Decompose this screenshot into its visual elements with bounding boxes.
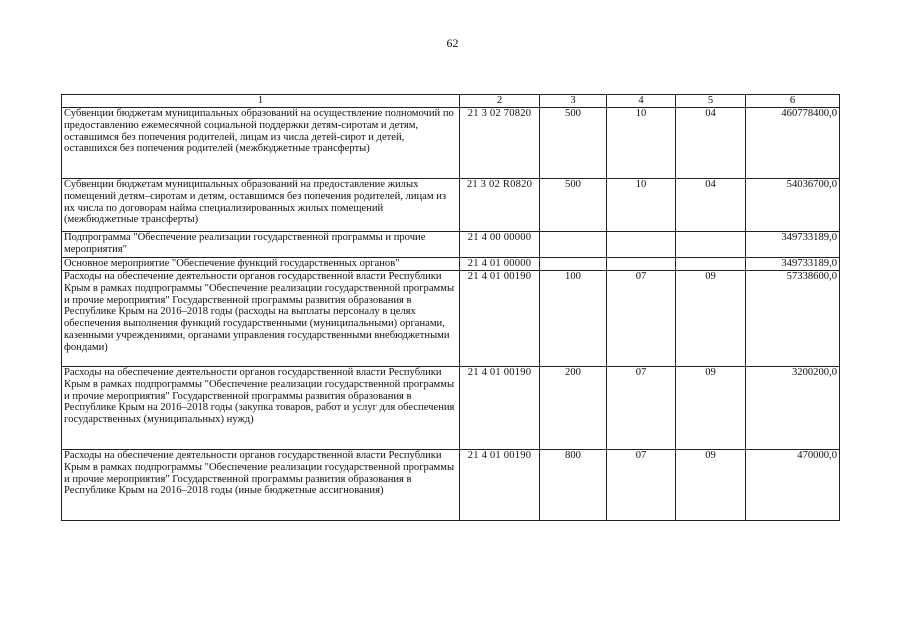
row-name: Расходы на обеспечение деятельности органов государственной власти Республики Крым в рамках подпрограммы "Обеспечение реализации государственной программы и прочие мероприятия" Государственной программы развития образования в Республике Крым на 2016–2018 годы (закупка товаров, работ и услуг для обеспечения государственных (муниципальных) нужд) bbox=[62, 367, 460, 450]
column-header-2: 2 bbox=[460, 95, 540, 108]
row-name: Основное мероприятие "Обеспечение функций государственных органов" bbox=[62, 258, 460, 271]
budget-table bbox=[61, 94, 840, 521]
row-target-code: 21 3 02 R0820 bbox=[460, 179, 540, 232]
row-amount: 54036700,0 bbox=[746, 179, 840, 232]
row-expense-type: 500 bbox=[540, 108, 607, 179]
row-section: 10 bbox=[607, 179, 676, 232]
row-name: Подпрограмма "Обеспечение реализации государственной программы и прочие мероприятия" bbox=[62, 232, 460, 258]
row-amount: 349733189,0 bbox=[746, 258, 840, 271]
column-header-6: 6 bbox=[746, 95, 840, 108]
row-target-code: 21 3 02 70820 bbox=[460, 108, 540, 179]
row-amount: 460778400,0 bbox=[746, 108, 840, 179]
table-row bbox=[62, 367, 840, 450]
table-row bbox=[62, 108, 840, 179]
row-target-code: 21 4 00 00000 bbox=[460, 232, 540, 258]
row-expense-type bbox=[540, 258, 607, 271]
table-row bbox=[62, 450, 840, 521]
row-subsection: 04 bbox=[676, 179, 746, 232]
row-amount: 470000,0 bbox=[746, 450, 840, 521]
column-header-4: 4 bbox=[607, 95, 676, 108]
row-name: Расходы на обеспечение деятельности органов государственной власти Республики Крым в рамках подпрограммы "Обеспечение реализации государственной программы и прочие мероприятия" Государственной программы развития образования в Республике Крым на 2016–2018 годы (расходы на выплаты персоналу в целях обеспечения выполнения функций государственными (муниципальными) органами, казенными учреждениями, органами управления государственными внебюджетными фондами) bbox=[62, 271, 460, 367]
row-section: 07 bbox=[607, 367, 676, 450]
row-amount: 3200200,0 bbox=[746, 367, 840, 450]
row-subsection bbox=[676, 258, 746, 271]
row-name: Субвенции бюджетам муниципальных образований на осуществление полномочий по предоставлению ежемесячной социальной поддержки детям-сиротам и детям, оставшимся без попечения родителей, лицам из числа детей-сирот и детей, оставшихся без попечения родителей (межбюджетные трансферты) bbox=[62, 108, 460, 179]
row-target-code: 21 4 01 00190 bbox=[460, 450, 540, 521]
column-header-5: 5 bbox=[676, 95, 746, 108]
row-expense-type: 800 bbox=[540, 450, 607, 521]
row-subsection: 09 bbox=[676, 450, 746, 521]
row-name: Расходы на обеспечение деятельности органов государственной власти Республики Крым в рамках подпрограммы "Обеспечение реализации государственной программы и прочие мероприятия" Государственной программы развития образования в Республике Крым на 2016–2018 годы (иные бюджетные ассигнования) bbox=[62, 450, 460, 521]
row-section bbox=[607, 232, 676, 258]
row-section: 07 bbox=[607, 271, 676, 367]
row-section: 07 bbox=[607, 450, 676, 521]
row-section bbox=[607, 258, 676, 271]
table-header-row bbox=[62, 95, 840, 108]
row-expense-type: 200 bbox=[540, 367, 607, 450]
row-subsection: 09 bbox=[676, 271, 746, 367]
row-amount: 349733189,0 bbox=[746, 232, 840, 258]
row-subsection bbox=[676, 232, 746, 258]
table-row bbox=[62, 232, 840, 258]
row-section: 10 bbox=[607, 108, 676, 179]
table-row bbox=[62, 179, 840, 232]
row-subsection: 04 bbox=[676, 108, 746, 179]
row-amount: 57338600,0 bbox=[746, 271, 840, 367]
row-expense-type bbox=[540, 232, 607, 258]
table-row bbox=[62, 271, 840, 367]
row-expense-type: 100 bbox=[540, 271, 607, 367]
row-subsection: 09 bbox=[676, 367, 746, 450]
table-row bbox=[62, 258, 840, 271]
row-target-code: 21 4 01 00190 bbox=[460, 271, 540, 367]
row-name: Субвенции бюджетам муниципальных образований на предоставление жилых помещений детям–сиротам и детям, оставшимся без попечения родителей, лицам из их числа по договорам найма специализированных жилых помещений (межбюджетные трансферты) bbox=[62, 179, 460, 232]
column-header-1: 1 bbox=[62, 95, 460, 108]
row-target-code: 21 4 01 00000 bbox=[460, 258, 540, 271]
column-header-3: 3 bbox=[540, 95, 607, 108]
page-number: 62 bbox=[446, 36, 459, 50]
row-expense-type: 500 bbox=[540, 179, 607, 232]
row-target-code: 21 4 01 00190 bbox=[460, 367, 540, 450]
